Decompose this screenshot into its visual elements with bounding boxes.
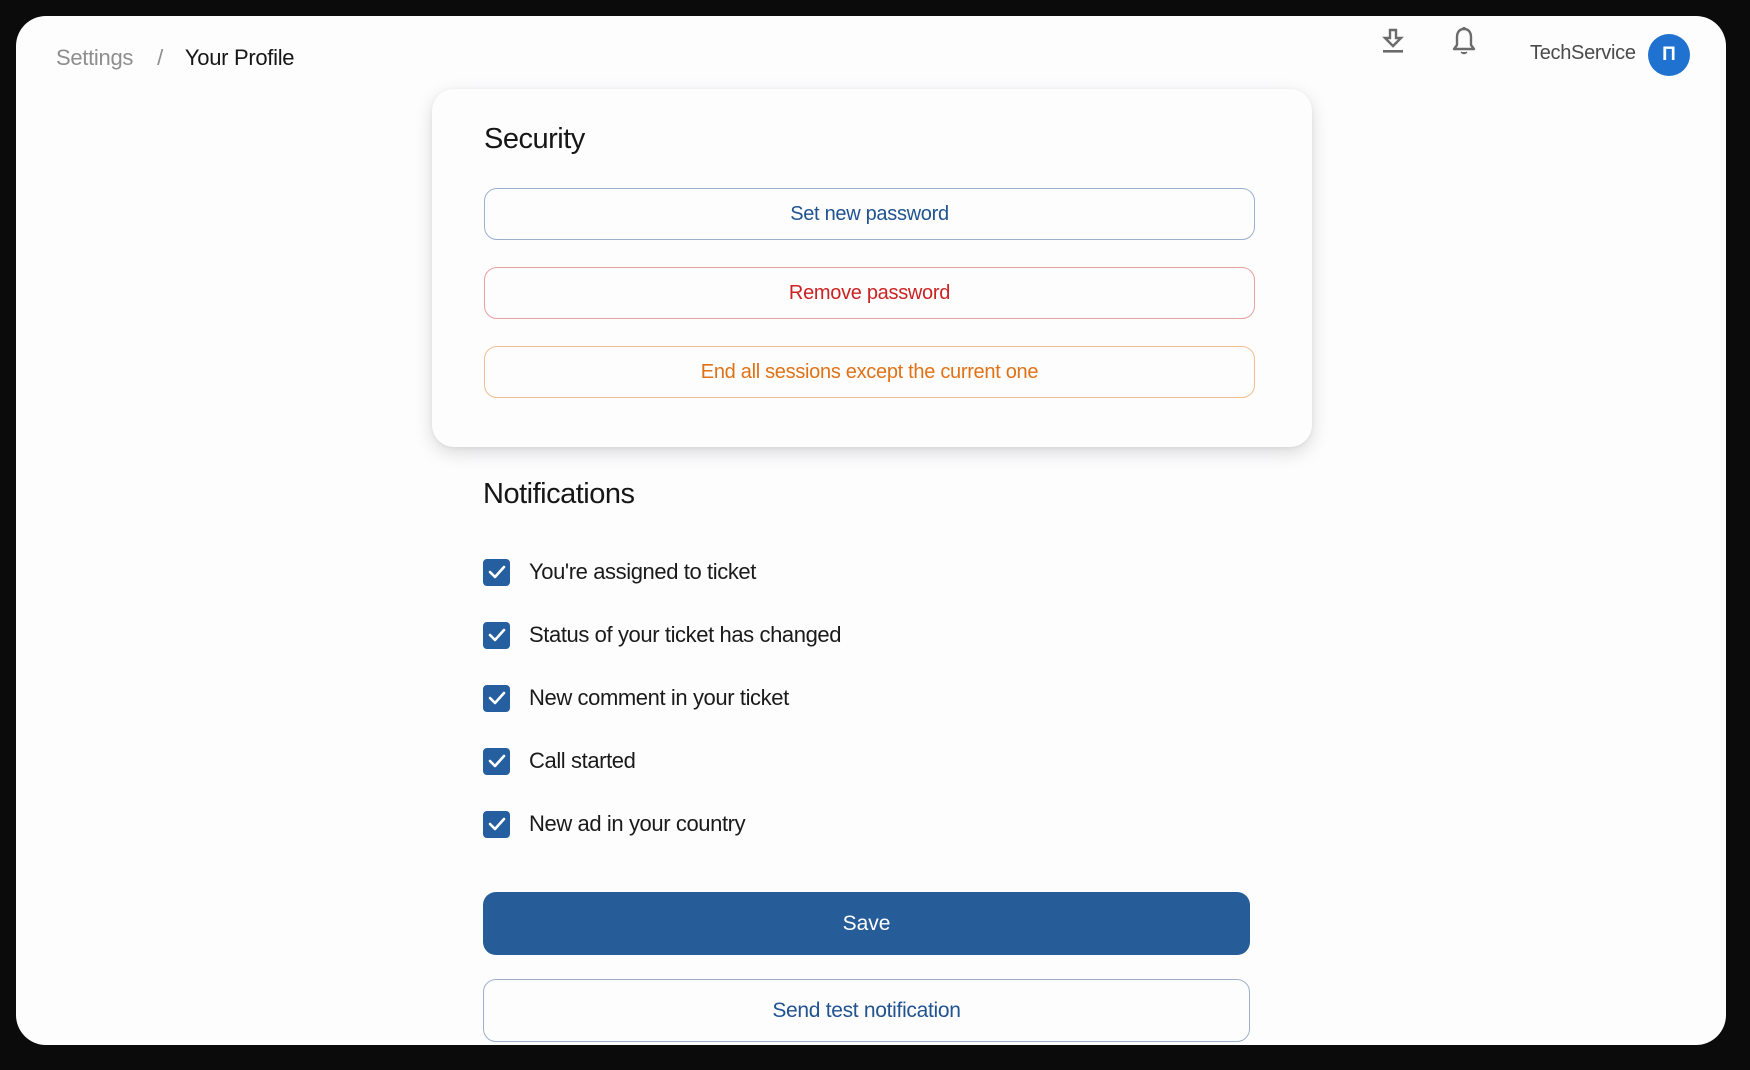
breadcrumb-separator: / [157,45,163,70]
notifications-button[interactable] [1449,26,1479,56]
checkbox-checked[interactable] [483,622,510,649]
send-test-notification-button[interactable]: Send test notification [483,979,1250,1042]
checkmark-icon [488,565,506,579]
end-other-sessions-button[interactable]: End all sessions except the current one [484,346,1255,398]
checkmark-icon [488,817,506,831]
security-card [432,89,1312,447]
checkmark-icon [488,691,506,705]
notification-option-label: New ad in your country [529,811,746,836]
remove-password-button[interactable]: Remove password [484,267,1255,319]
user-avatar[interactable]: П [1648,34,1690,76]
checkbox-checked[interactable] [483,559,510,586]
checkbox-checked[interactable] [483,685,510,712]
checkmark-icon [488,628,506,642]
notification-option-new-ad[interactable] [483,809,745,839]
breadcrumb-current-page: Your Profile [184,45,295,70]
app-window [16,16,1726,1045]
organization-name[interactable]: TechService [1530,42,1636,64]
breadcrumb [56,43,294,73]
notification-option-label: Status of your ticket has changed [529,622,842,647]
breadcrumb-settings-link[interactable]: Settings [56,45,134,70]
download-icon [1381,28,1405,54]
checkmark-icon [488,754,506,768]
notification-option-new-comment[interactable] [483,683,789,713]
notification-option-status-changed[interactable] [483,620,841,650]
security-title: Security [484,123,585,155]
bell-icon [1451,26,1477,56]
notification-option-label: Call started [529,748,636,773]
notification-option-label: New comment in your ticket [529,685,789,710]
notification-option-label: You're assigned to ticket [529,559,756,584]
notification-option-call-started[interactable] [483,746,635,776]
checkbox-checked[interactable] [483,748,510,775]
set-new-password-button[interactable]: Set new password [484,188,1255,240]
notification-option-assigned[interactable] [483,557,756,587]
download-button[interactable] [1378,26,1408,56]
checkbox-checked[interactable] [483,811,510,838]
notifications-title: Notifications [483,478,635,510]
save-button[interactable]: Save [483,892,1250,955]
